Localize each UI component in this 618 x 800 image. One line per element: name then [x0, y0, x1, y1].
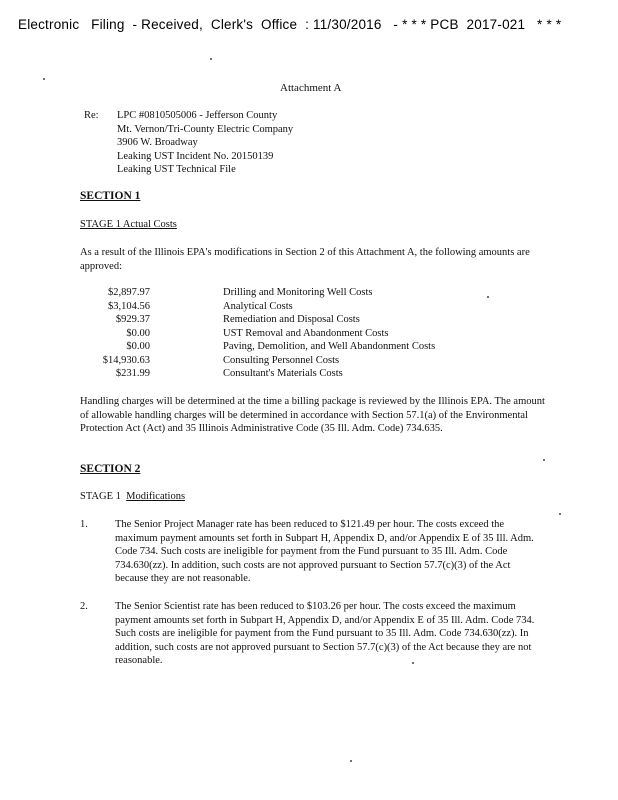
item-number: 2.: [80, 601, 88, 612]
cost-amount: $2,897.97: [108, 287, 150, 298]
stage-prefix: STAGE 1: [80, 491, 121, 502]
cost-description: UST Removal and Abandonment Costs: [223, 327, 389, 339]
item-text: The Senior Scientist rate has been reduced to $103.26 per hour. The costs exceed the maximum payment amounts set forth in Subpart H, Appendix D, and/or Appendix E of 35 Ill. Adm. Code 734. Such costs are ineligible for payment from the Fund pursuant to 35 Ill. Adm. Code 734.630(zz). In addition, such costs are not approved pursuant to Section 57.7(c)(3) of the Act because they are not reasonable.: [115, 601, 535, 666]
stage-modifications-heading: [80, 490, 185, 504]
cost-description: Analytical Costs: [223, 300, 293, 312]
scan-speck: [543, 459, 545, 461]
electronic-filing-stamp: Electronic Filing - Received, Clerk's Office : 11/30/2016 - * * * PCB 2017-021 * * *: [18, 17, 562, 32]
section-1-heading: SECTION 1: [80, 190, 141, 202]
cost-amount: $929.37: [115, 314, 150, 325]
cost-description: Consultant's Materials Costs: [223, 368, 343, 379]
scan-speck: [412, 662, 414, 664]
re-line-incident: Leaking UST Incident No. 20150139: [117, 150, 274, 162]
section-2-heading: SECTION 2: [80, 463, 141, 475]
re-line-company: Mt. Vernon/Tri-County Electric Company: [117, 123, 294, 135]
stage-word: Modifications: [126, 491, 186, 502]
cost-amount: $3,104.56: [108, 300, 150, 312]
item-text: The Senior Project Manager rate has been reduced to $121.49 per hour. The costs exceed the maximum payment amounts set forth in Subpart H, Appendix D, and/or Appendix E of 35 Ill. Adm. Code 734. Such costs are ineligible for payment from the Fund pursuant to 35 Ill. Adm. Code 734.630(zz). In addition, such costs are not approved pursuant to Section 57.7(c)(3) of the Act because they are not reasonable.: [115, 519, 534, 584]
cost-description: Remediation and Disposal Costs: [223, 314, 360, 325]
cost-description: Paving, Demolition, and Well Abandonment Costs: [223, 341, 436, 352]
re-block: [117, 109, 293, 177]
re-label: Re:: [84, 110, 99, 121]
scan-speck: [43, 78, 45, 80]
scan-speck: [350, 760, 352, 762]
attachment-title: Attachment A: [280, 82, 342, 94]
section-1-intro: As a result of the Illinois EPA's modifications in Section 2 of this Attachment A, the following amounts are approved:: [80, 247, 530, 272]
re-line-address: 3906 W. Broadway: [117, 137, 198, 148]
scan-speck: [559, 513, 561, 515]
re-line-file: Leaking UST Technical File: [117, 164, 236, 175]
scan-speck: [210, 58, 212, 60]
re-line-lpc: LPC #0810505006 - Jefferson County: [117, 110, 278, 121]
cost-amount: $0.00: [126, 341, 150, 352]
cost-amount: $231.99: [115, 368, 150, 379]
stage-1-heading: STAGE 1 Actual Costs: [80, 219, 177, 230]
cost-amount: $14,930.63: [102, 354, 150, 366]
scan-speck: [487, 296, 489, 298]
cost-description: Consulting Personnel Costs: [223, 354, 340, 366]
cost-description: Drilling and Monitoring Well Costs: [223, 287, 373, 298]
handling-charges-paragraph: Handling charges will be determined at the time a billing package is reviewed by the Illinois EPA. The amount of allowable handling charges will be determined in accordance with Section 57.1(a) of the Environmental Protection Act (Act) and 35 Illinois Administrative Code (35 Ill. Adm. Code) 734.635.: [80, 396, 545, 434]
item-number: 1.: [80, 519, 88, 530]
cost-amount: $0.00: [126, 327, 150, 339]
